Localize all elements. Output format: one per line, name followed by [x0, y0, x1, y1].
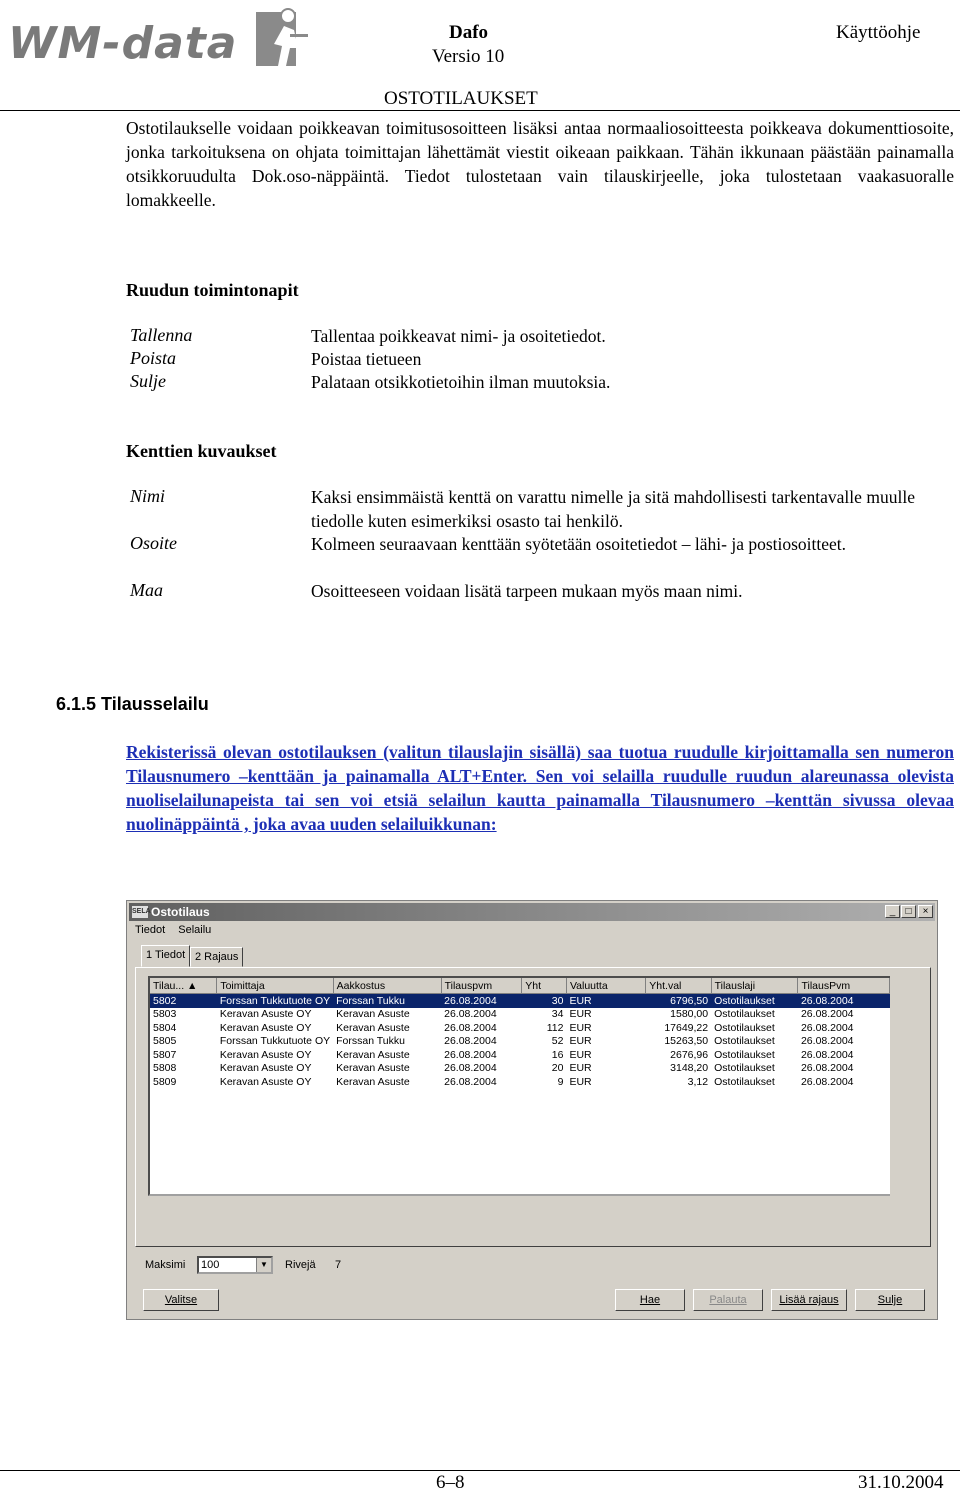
column-header[interactable]: Tilauslaji: [711, 978, 798, 994]
desc-maa: Osoitteeseen voidaan lisätä tarpeen mukaan myös maan nimi.: [311, 581, 743, 601]
table-cell: 112: [546, 1021, 564, 1034]
table-cell: 30: [522, 994, 567, 1008]
table-cell: EUR: [569, 1048, 592, 1061]
table-cell: 26.08.2004: [444, 1075, 497, 1088]
table-cell: 26.08.2004: [798, 994, 890, 1008]
maksimi-select[interactable]: [197, 1256, 273, 1274]
footer-date: 31.10.2004: [858, 1472, 944, 1493]
tab-rajaus[interactable]: 2 Rajaus: [190, 947, 243, 967]
table-cell: 26.08.2004: [444, 1021, 497, 1034]
table-cell: 26.08.2004: [800, 1048, 854, 1061]
column-header[interactable]: TilausPvm: [798, 978, 890, 994]
lisaa-rajaus-button[interactable]: Lisää rajaus: [771, 1289, 847, 1311]
table-cell: Keravan Asuste: [336, 1075, 410, 1088]
table-cell: Keravan Asuste OY: [219, 1021, 312, 1034]
tab-panel: [135, 967, 931, 1247]
table-cell: Keravan Asuste: [336, 1021, 410, 1034]
ostotilaus-window: [126, 900, 938, 1320]
doc-type: Käyttöohje: [836, 22, 921, 43]
menu-selailu[interactable]: Selailu: [178, 924, 212, 936]
minimize-icon[interactable]: _: [885, 905, 900, 918]
table-row[interactable]: [150, 1075, 890, 1089]
fields-heading: Kenttien kuvaukset: [126, 441, 277, 461]
table-cell: Ostotilaukset: [714, 1062, 775, 1075]
table-cell: 26.08.2004: [800, 1075, 854, 1088]
results-table: [150, 978, 890, 1089]
table-cell: Ostotilaukset: [711, 994, 798, 1008]
close-icon[interactable]: ×: [918, 905, 933, 918]
term-nimi: Nimi: [130, 486, 166, 506]
table-cell: 2676,96: [670, 1048, 709, 1061]
chevron-down-icon[interactable]: ▼: [256, 1258, 271, 1272]
table-cell: 5805: [153, 1035, 177, 1048]
table-cell: 52: [551, 1035, 564, 1048]
intro-paragraph: Ostotilaukselle voidaan poikkeavan toimitusosoitteen lisäksi antaa normaaliosoitteesta poikkeava dokumenttiosoite, jonka tarkoituksena on ohjata toimittajan lähettämät viestit oikeaan paikkaan. Tähän ikkunaan päästään painamalla otsikkoruudulta Dok.oso-näppäintä. Tiedot tulostetaan vain tilauskirjeelle, joka tulostetaan vaakasuoralle lomakkeelle.: [126, 118, 954, 210]
table-cell: 26.08.2004: [441, 994, 522, 1008]
app-icon: SELA: [132, 906, 148, 918]
table-cell: Keravan Asuste OY: [219, 1008, 312, 1021]
column-header[interactable]: Tilauspvm: [441, 978, 522, 994]
table-row[interactable]: [150, 1062, 890, 1076]
table-cell: Keravan Asuste: [336, 1048, 410, 1061]
table-cell: 26.08.2004: [800, 1035, 854, 1048]
table-cell: 26.08.2004: [444, 1062, 497, 1075]
table-cell: 6796,50: [646, 994, 711, 1008]
wm-data-logo: [6, 4, 306, 84]
table-row[interactable]: [150, 1021, 890, 1035]
table-cell: Keravan Asuste: [336, 1062, 410, 1075]
table-cell: Forssan Tukku: [333, 994, 441, 1008]
maximize-icon[interactable]: □: [901, 905, 916, 918]
table-body: [150, 994, 890, 1089]
results-grid[interactable]: [148, 976, 892, 1196]
table-cell: 5808: [153, 1062, 177, 1075]
person-pictogram-icon: [254, 4, 310, 76]
term-maa: Maa: [130, 580, 163, 600]
section-title: OSTOTILAUKSET: [384, 88, 538, 109]
desc-tallenna: Tallentaa poikkeavat nimi- ja osoitetiedot.: [311, 326, 606, 346]
table-cell: 1580,00: [670, 1008, 709, 1021]
hae-button[interactable]: Hae: [615, 1289, 685, 1311]
table-cell: 26.08.2004: [444, 1035, 497, 1048]
table-cell: Ostotilaukset: [714, 1048, 775, 1061]
table-cell: Keravan Asuste: [336, 1008, 410, 1021]
table-cell: 26.08.2004: [444, 1008, 497, 1021]
table-cell: EUR: [566, 994, 645, 1008]
table-cell: 26.08.2004: [444, 1048, 497, 1061]
table-cell: 3,12: [687, 1075, 709, 1088]
table-cell: Keravan Asuste OY: [219, 1075, 312, 1088]
table-cell: Keravan Asuste OY: [219, 1048, 312, 1061]
table-row[interactable]: [150, 1008, 890, 1022]
sulje-button[interactable]: Sulje: [855, 1289, 925, 1311]
desc-osoite: Kolmeen seuraavaan kenttään syötetään osoitetiedot – lähi- ja postiosoitteet.: [311, 534, 847, 554]
table-cell: 9: [557, 1075, 564, 1088]
table-cell: 16: [551, 1048, 564, 1061]
table-cell: Forssan Tukkutuote OY: [219, 1035, 331, 1048]
desc-sulje: Palataan otsikkotietoihin ilman muutoksia.: [311, 372, 611, 392]
table-cell: 26.08.2004: [800, 1008, 854, 1021]
logo-text: WM-data: [8, 18, 238, 69]
table-row[interactable]: [150, 1035, 890, 1049]
table-cell: EUR: [569, 1021, 592, 1034]
desc-nimi: Kaksi ensimmäistä kenttä on varattu nimelle ja sitä mahdollisesti tarkentavalle muulle tiedolle kuten esimerkiksi osasto tai henkilö.: [311, 487, 915, 531]
table-cell: Ostotilaukset: [714, 1075, 775, 1088]
table-cell: 15263,50: [664, 1035, 709, 1048]
table-cell: 26.08.2004: [800, 1021, 854, 1034]
table-cell: EUR: [569, 1008, 592, 1021]
table-cell: 5809: [153, 1075, 177, 1088]
table-cell: 3148,20: [670, 1062, 709, 1075]
column-header[interactable]: Yht: [522, 978, 567, 994]
window-titlebar: [129, 903, 935, 921]
column-header[interactable]: Yht.val: [646, 978, 711, 994]
table-header-row: [150, 978, 890, 994]
palauta-button[interactable]: Palauta: [693, 1289, 763, 1311]
riveja-label: Rivejä: [285, 1259, 316, 1271]
page-number: 6–8: [436, 1472, 465, 1493]
header-rule: [0, 110, 960, 111]
term-sulje: Sulje: [130, 371, 166, 391]
table-row[interactable]: [150, 994, 890, 1008]
table-cell: 26.08.2004: [800, 1062, 854, 1075]
table-cell: Keravan Asuste OY: [219, 1062, 312, 1075]
table-cell: Forssan Tukku: [336, 1035, 405, 1048]
buttons-heading: Ruudun toimintonapit: [126, 280, 299, 300]
table-cell: 5807: [153, 1048, 177, 1061]
table-cell: Ostotilaukset: [714, 1021, 775, 1034]
tab-tiedot[interactable]: 1 Tiedot: [141, 945, 190, 967]
column-header[interactable]: Tilau... ▲: [150, 978, 217, 994]
table-cell: Ostotilaukset: [714, 1008, 775, 1021]
doc-version: Versio 10: [432, 46, 505, 67]
table-cell: 5803: [153, 1008, 177, 1021]
desc-poista: Poistaa tietueen: [311, 349, 422, 369]
column-header[interactable]: Aakkostus: [333, 978, 441, 994]
table-cell: 5802: [150, 994, 217, 1008]
maksimi-label: Maksimi: [145, 1259, 186, 1271]
table-cell: 5804: [153, 1021, 177, 1034]
table-cell: 17649,22: [664, 1021, 709, 1034]
table-row[interactable]: [150, 1048, 890, 1062]
table-cell: Ostotilaukset: [714, 1035, 775, 1048]
maksimi-value: 100: [201, 1259, 220, 1271]
table-cell: EUR: [569, 1062, 592, 1075]
menu-tiedot[interactable]: Tiedot: [135, 924, 166, 936]
footer-rule: [0, 1470, 960, 1471]
table-cell: Forssan Tukkutuote OY: [217, 994, 333, 1008]
valitse-button[interactable]: Valitse: [143, 1289, 219, 1311]
table-cell: 20: [551, 1062, 564, 1075]
table-cell: EUR: [569, 1035, 592, 1048]
window-title: Ostotilaus: [151, 905, 210, 919]
menubar: [135, 924, 221, 936]
column-header[interactable]: Toimittaja: [217, 978, 333, 994]
riveja-value: 7: [335, 1259, 342, 1271]
grid-scrollbar[interactable]: [890, 976, 918, 1196]
table-cell: EUR: [569, 1075, 592, 1088]
bottom-bar: [135, 1251, 931, 1315]
table-cell: 34: [551, 1008, 564, 1021]
term-osoite: Osoite: [130, 533, 177, 553]
term-tallenna: Tallenna: [130, 325, 193, 345]
chapter-title: 6.1.5 Tilausselailu: [56, 694, 209, 714]
column-header[interactable]: Valuutta: [566, 978, 645, 994]
chapter-paragraph: Rekisterissä olevan ostotilauksen (valitun tilauslajin sisällä) saa tuotua ruudulle kirjoittamalla sen numeron Tilausnumero –kenttään ja painamalla ALT+Enter. Sen voi selailla ruudulle ruudun alareunassa olevista nuoliselailunapeista tai sen voi etsiä selailun kautta painamalla Tilausnumero –kenttän sivussa olevaa nuolinäppäintä , joka avaa uuden selailuikkunan:: [126, 742, 954, 834]
doc-title: Dafo: [449, 22, 489, 43]
term-poista: Poista: [130, 348, 177, 368]
